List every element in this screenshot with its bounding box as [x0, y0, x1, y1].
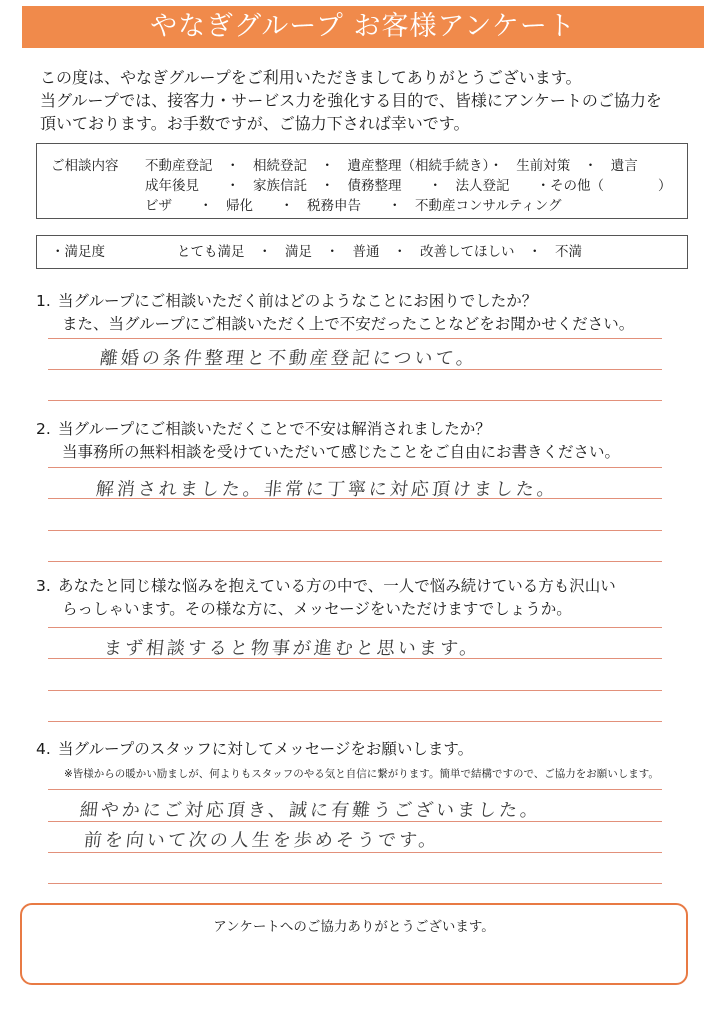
answer-rule: [48, 561, 662, 562]
answer-rule: [48, 852, 662, 853]
answer-rule: [48, 883, 662, 884]
question-number: 1.: [36, 292, 51, 310]
answer-rule: [48, 530, 662, 531]
question-text: また、当グループにご相談いただく上で不安だったことなどをお聞かせください。: [62, 315, 635, 333]
answer-rule: [48, 338, 662, 339]
question-number: 2.: [36, 420, 51, 438]
category-label: ご相談内容: [51, 158, 119, 174]
question-2: [36, 418, 620, 464]
question-text: 当事務所の無料相談を受けていただいて感じたことをご自由にお書きください。: [62, 443, 621, 461]
question-number: 4.: [36, 740, 51, 758]
category-options-line: 成年後見 ・ 家族信託 ・ 債務整理 ・ 法人登記 ・その他（ ）: [145, 178, 672, 194]
intro-line: この度は、やなぎグループをご利用いただきましてありがとうございます。: [40, 68, 582, 87]
handwritten-answer: 解消されました。非常に丁寧に対応頂けました。: [94, 479, 559, 500]
answer-rule: [48, 658, 662, 659]
satisfaction-box: [36, 235, 688, 269]
answer-rule: [48, 467, 662, 468]
question-number: 3.: [36, 577, 51, 595]
question-3: [36, 575, 616, 621]
category-options-line: ビザ ・ 帰化 ・ 税務申告 ・ 不動産コンサルティング: [145, 198, 562, 214]
question-text: 当グループのスタッフに対してメッセージをお願いします。: [58, 740, 474, 758]
handwritten-answer: まず相談すると物事が進むと思います。: [102, 638, 482, 659]
answer-rule: [48, 498, 662, 499]
intro-text: [40, 66, 700, 135]
satisfaction-options: とても満足 ・ 満足 ・ 普通 ・ 改善してほしい ・ 不満: [177, 244, 582, 260]
question-note: ※皆様からの暖かい励ましが、何よりもスタッフのやる気と自信に繋がります。簡単で結構ですので、ご協力をお願いします。: [64, 768, 659, 780]
answer-rule: [48, 400, 662, 401]
answer-rule: [48, 789, 662, 790]
handwritten-answer: 離婚の条件整理と不動産登記について。: [98, 348, 479, 369]
answer-rule: [48, 369, 662, 370]
question-1: [36, 290, 634, 336]
answer-rule: [48, 821, 662, 822]
question-4: [36, 738, 473, 761]
answer-rule: [48, 627, 662, 628]
question-text: らっしゃいます。その様な方に、メッセージをいただけますでしょうか。: [62, 600, 572, 618]
intro-line: 頂いております。お手数ですが、ご協力下されば幸いです。: [40, 114, 470, 133]
satisfaction-label: ・満足度: [51, 244, 105, 260]
handwritten-answer: 前を向いて次の人生を歩めそうです。: [82, 830, 441, 851]
answer-rule: [48, 721, 662, 722]
question-text: あなたと同じ様な悩みを抱えている方の中で、一人で悩み続けている方も沢山い: [58, 577, 616, 595]
consultation-category-box: [36, 143, 688, 219]
footer-box: [20, 903, 688, 985]
survey-title: やなぎグループ お客様アンケート: [22, 6, 704, 48]
answer-rule: [48, 690, 662, 691]
intro-line: 当グループでは、接客力・サービス力を強化する目的で、皆様にアンケートのご協力を: [40, 91, 662, 110]
footer-thanks: アンケートへのご協力ありがとうございます。: [213, 919, 495, 935]
question-text: 当グループにご相談いただくことで不安は解消されましたか？: [58, 420, 491, 438]
handwritten-answer: 細やかにご対応頂き、誠に有難うございました。: [78, 800, 543, 821]
question-text: 当グループにご相談いただく前はどのようなことにお困りでしたか？: [58, 292, 538, 310]
category-options-line: 不動産登記 ・ 相続登記 ・ 遺産整理（相続手続き）・ 生前対策 ・ 遺言: [145, 158, 638, 174]
